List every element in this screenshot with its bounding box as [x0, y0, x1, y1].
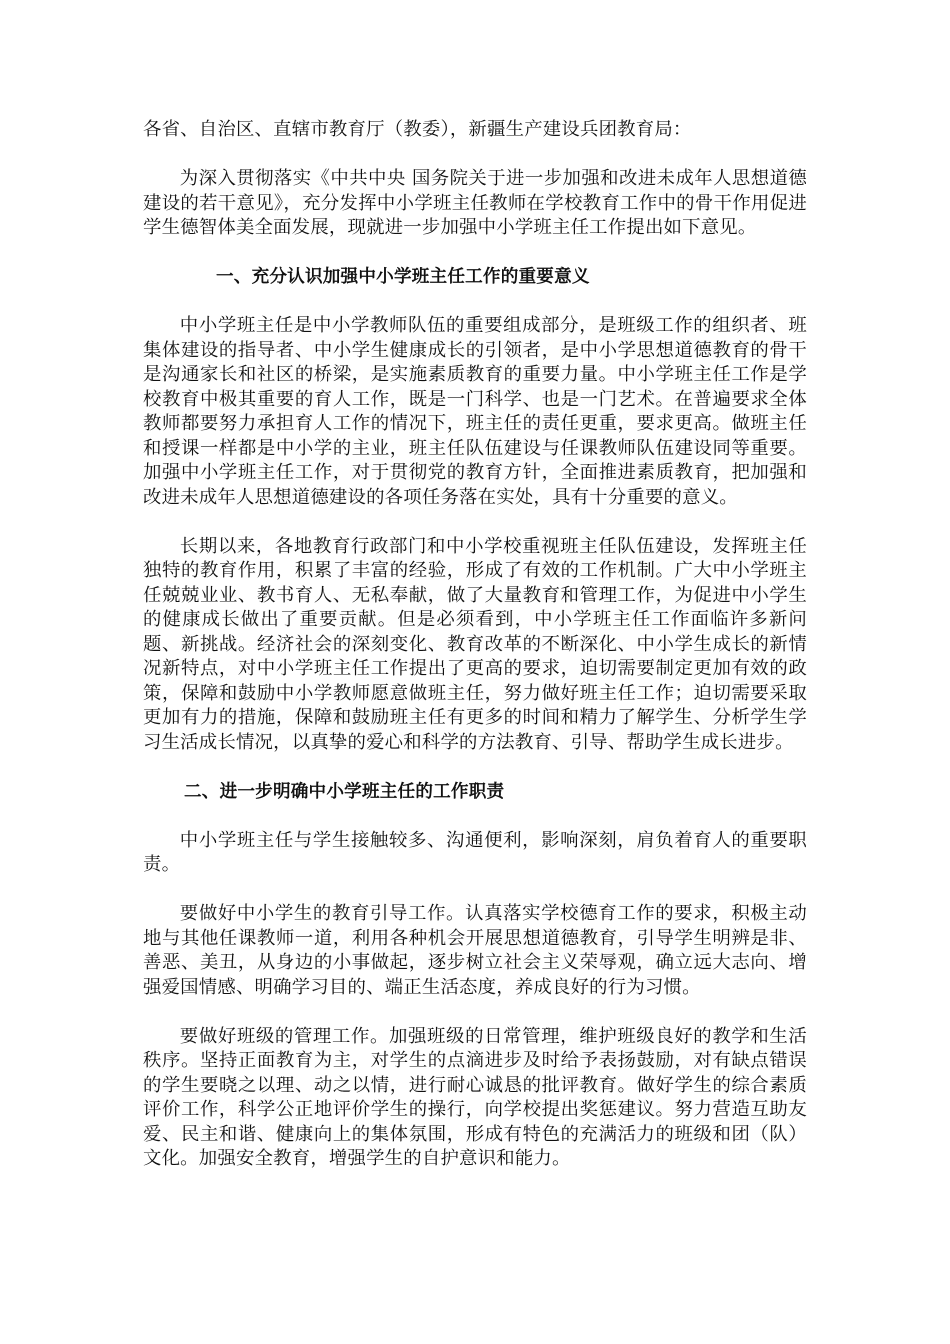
spacer	[143, 290, 807, 315]
body-paragraph: 长期以来，各地教育行政部门和中小学校重视班主任队伍建设，发挥班主任独特的教育作用，积累了丰富的经验，形成了有效的工作机制。广大中小学班主任兢兢业业、教书育人、无私奉献，做了大量教育和管理工作，为促进中小学生的健康成长做出了重要贡献。但是必须看到，中小学班主任工作面临许多新问题、新挑战。经济社会的深刻变化、教育改革的不断深化、中小学生成长的新情况新特点，对中小学班主任工作提出了更高的要求，迫切需要制定更加有效的政策，保障和鼓励中小学教师愿意做班主任，努力做好班主任工作；迫切需要采取更加有力的措施，保障和鼓励班主任有更多的时间和精力了解学生、分析学生学习生活成长情况，以真挚的爱心和科学的方法教育、引导、帮助学生成长进步。	[143, 535, 807, 753]
spacer	[143, 241, 807, 266]
document-page	[143, 118, 807, 1172]
section-heading-2: 二、进一步明确中小学班主任的工作职责	[184, 781, 505, 802]
spacer	[143, 143, 807, 168]
salutation: 各省、自治区、直辖市教育厅（教委），新疆生产建设兵团教育局：	[143, 119, 692, 140]
body-paragraph: 中小学班主任与学生接触较多、沟通便利，影响深刻，肩负着育人的重要职责。	[143, 829, 807, 875]
section-heading-1: 一、充分认识加强中小学班主任工作的重要意义	[216, 267, 590, 287]
spacer	[143, 804, 807, 829]
spacer	[143, 510, 807, 535]
spacer	[143, 1000, 807, 1025]
spacer	[143, 878, 807, 903]
body-paragraph: 要做好班级的管理工作。加强班级的日常管理，维护班级良好的教学和生活秩序。坚持正面教育为主，对学生的点滴进步及时给予表扬鼓励，对有缺点错误的学生要晓之以理、动之以情，进行耐心诚恳的批评教育。做好学生的综合素质评价工作，科学公正地评价学生的操行，向学校提出奖惩建议。努力营造互助友爱、民主和谐、健康向上的集体氛围，形成有特色的充满活力的班级和团（队）文化。加强安全教育，增强学生的自护意识和能力。	[143, 1025, 807, 1169]
spacer	[143, 755, 807, 780]
body-paragraph: 中小学班主任是中小学教师队伍的重要组成部分，是班级工作的组织者、班集体建设的指导者、中小学生健康成长的引领者，是中小学思想道德教育的骨干是沟通家长和社区的桥梁，是实施素质教育的重要力量。中小学班主任工作是学校教育中极其重要的育人工作，既是一门科学、也是一门艺术。在普遍要求全体教师都要努力承担育人工作的情况下，班主任的责任更重，要求更高。做班主任和授课一样都是中小学的主业，班主任队伍建设与任课教师队伍建设同等重要。加强中小学班主任工作，对于贯彻党的教育方针，全面推进素质教育，把加强和改进未成年人思想道德建设的各项任务落在实处，具有十分重要的意义。	[143, 315, 807, 508]
intro-paragraph: 为深入贯彻落实《中共中央 国务院关于进一步加强和改进未成年人思想道德建设的若干意见》，充分发挥中小学班主任教师在学校教育工作中的骨干作用促进学生德智体美全面发展，现就进一步加强中小学班主任工作提出如下意见。	[143, 168, 807, 238]
body-paragraph: 要做好中小学生的教育引导工作。认真落实学校德育工作的要求，积极主动地与其他任课教师一道，利用各种机会开展思想道德教育，引导学生明辨是非、善恶、美丑，从身边的小事做起，逐步树立社会主义荣辱观，确立远大志向、增强爱国情感、明确学习目的、端正生活态度，养成良好的行为习惯。	[143, 903, 807, 998]
